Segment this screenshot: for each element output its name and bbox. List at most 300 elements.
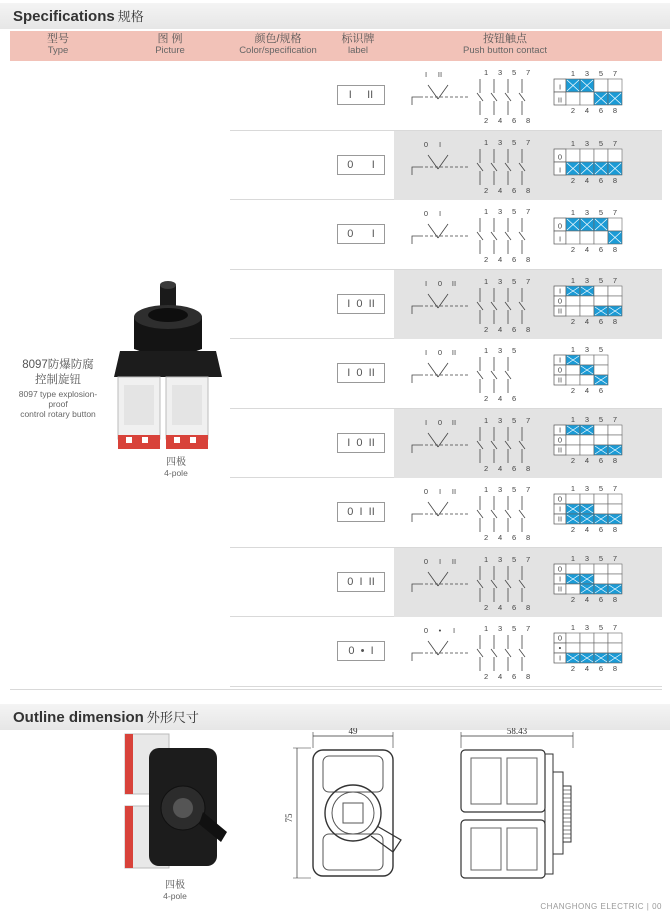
contact-cell-open xyxy=(566,564,580,574)
wiring-schematic xyxy=(408,274,548,336)
schematic-position-label: • xyxy=(438,626,442,635)
contact-position-label: II xyxy=(557,445,563,454)
schematic-terminal-top: 5 xyxy=(512,207,517,216)
schematic-terminal-bottom: 2 xyxy=(484,324,489,334)
contact-table xyxy=(552,274,658,336)
contact-cell-open xyxy=(608,286,622,296)
contact-position-label: II xyxy=(557,306,563,315)
schematic-terminal-top: 5 xyxy=(512,276,517,286)
contact-top-number: 7 xyxy=(612,208,618,217)
contact-top-number: 7 xyxy=(612,69,618,78)
contact-bottom-number: 4 xyxy=(584,594,590,604)
contact-top-number: 3 xyxy=(584,623,590,632)
contact-cell-open xyxy=(608,296,622,306)
contact-position-label: I xyxy=(558,355,562,365)
contact-bottom-number: 4 xyxy=(584,455,590,465)
contact-bottom-number: 8 xyxy=(612,245,618,254)
contact-top-number: 1 xyxy=(570,208,576,217)
schematic-terminal-top: 5 xyxy=(512,137,517,147)
contact-position-label: 0 xyxy=(557,494,563,504)
schematic-terminal-bottom: 6 xyxy=(512,324,517,334)
schematic-terminal-bottom: 2 xyxy=(484,185,489,195)
contact-cell-open xyxy=(580,296,594,306)
contact-position-label: 0 xyxy=(557,152,563,161)
front-dimension-drawing xyxy=(283,728,413,888)
schematic-position-label: 0 xyxy=(437,278,443,288)
dimension-depth: 58.43 xyxy=(506,728,528,736)
contact-cell-open xyxy=(594,231,608,244)
contact-table xyxy=(552,204,658,266)
contact-cell-open xyxy=(580,435,594,445)
contact-top-number: 7 xyxy=(612,275,618,285)
contact-position-label: 0 xyxy=(557,221,563,231)
schematic-position-label: 0 xyxy=(423,139,429,149)
contact-cell-open xyxy=(594,286,608,296)
contact-position-label: I xyxy=(558,504,562,514)
header-label-en: label xyxy=(347,45,369,56)
header-label xyxy=(328,33,388,57)
wiring-schematic xyxy=(408,204,548,266)
schematic-terminal-top: 5 xyxy=(512,346,517,355)
rotary-button-picture xyxy=(106,277,230,457)
schematic-terminal-bottom: 6 xyxy=(512,185,517,195)
schematic-terminal-top: 3 xyxy=(498,485,503,494)
outline-product-photo xyxy=(115,728,245,878)
schematic-terminal-top: 1 xyxy=(484,68,489,77)
spec-row xyxy=(230,200,662,270)
wiring-schematic xyxy=(408,413,548,475)
header-contact-cn: 按钮触点 xyxy=(483,33,527,45)
contact-position-label: 0 xyxy=(557,564,563,573)
schematic-terminal-top: 3 xyxy=(498,137,503,147)
spec-row xyxy=(230,61,662,131)
contact-top-number: 7 xyxy=(612,553,618,563)
contact-bottom-number: 4 xyxy=(584,245,590,254)
schematic-terminal-bottom: 8 xyxy=(526,185,531,195)
contact-cell-open xyxy=(608,633,622,643)
schematic-terminal-top: 3 xyxy=(498,276,503,286)
contact-position-label: II xyxy=(557,584,563,593)
schematic-terminal-top: 1 xyxy=(484,415,489,425)
contact-cell-open xyxy=(580,445,594,455)
schematic-terminal-bottom: 2 xyxy=(484,602,489,612)
contact-bottom-number: 2 xyxy=(570,664,576,673)
schematic-position-label: II xyxy=(451,417,457,427)
schematic-terminal-top: 1 xyxy=(484,137,489,147)
contact-position-label: • xyxy=(558,643,562,653)
schematic-position-label: I xyxy=(424,278,428,288)
schematic-position-label: I xyxy=(438,209,442,218)
contact-table xyxy=(552,343,658,405)
schematic-terminal-bottom: 6 xyxy=(512,394,517,403)
schematic-terminal-top: 5 xyxy=(512,485,517,494)
schematic-terminal-top: 1 xyxy=(484,346,489,355)
schematic-terminal-top: 7 xyxy=(526,137,531,147)
schematic-position-label: I xyxy=(438,556,442,566)
spec-row xyxy=(230,617,662,687)
spec-table-bottom-line xyxy=(10,689,662,690)
schematic-terminal-bottom: 6 xyxy=(512,116,517,125)
schematic-terminal-bottom: 6 xyxy=(512,602,517,612)
schematic-position-label: II xyxy=(451,556,457,566)
schematic-terminal-bottom: 8 xyxy=(526,324,531,334)
schematic-terminal-top: 3 xyxy=(498,415,503,425)
contact-cell-open xyxy=(566,435,580,445)
contact-cell-open xyxy=(594,643,608,653)
contact-top-number: 5 xyxy=(598,69,604,78)
contact-bottom-number: 8 xyxy=(612,316,618,326)
schematic-terminal-bottom: 4 xyxy=(498,672,503,681)
contact-top-number: 1 xyxy=(570,623,576,632)
contact-position-label: 0 xyxy=(557,365,563,375)
header-color xyxy=(228,33,328,57)
header-label-cn: 标识牌 xyxy=(341,33,375,45)
contact-cell-open xyxy=(580,355,594,365)
schematic-terminal-top: 3 xyxy=(498,624,503,633)
schematic-terminal-bottom: 6 xyxy=(512,672,517,681)
schematic-terminal-bottom: 2 xyxy=(484,116,489,125)
contact-cell-open xyxy=(608,218,622,231)
header-contact-en: Push button contact xyxy=(463,45,547,56)
contact-bottom-number: 2 xyxy=(570,386,576,395)
contact-table xyxy=(552,552,658,614)
schematic-position-label: II xyxy=(451,348,457,357)
contact-bottom-number: 4 xyxy=(584,316,590,326)
spec-row xyxy=(230,131,662,201)
contact-position-label: I xyxy=(558,425,562,434)
dimension-height: 75 xyxy=(284,813,294,823)
contact-cell-open xyxy=(580,231,594,244)
schematic-terminal-top: 7 xyxy=(526,554,531,564)
schematic-position-label: 0 xyxy=(437,417,443,427)
contact-top-number: 7 xyxy=(612,414,618,424)
contact-table xyxy=(552,135,658,197)
contact-cell-open xyxy=(566,231,580,244)
schematic-terminal-bottom: 4 xyxy=(498,185,503,195)
specifications-title xyxy=(13,6,144,25)
schematic-terminal-bottom: 8 xyxy=(526,463,531,473)
schematic-terminal-top: 5 xyxy=(512,554,517,564)
schematic-terminal-bottom: 8 xyxy=(526,602,531,612)
contact-bottom-number: 6 xyxy=(598,525,604,534)
contact-cell-open xyxy=(566,365,580,375)
schematic-position-label: 0 xyxy=(423,626,429,635)
model-pole-cn: 四极 xyxy=(166,457,186,468)
contact-cell-open xyxy=(580,643,594,653)
spec-row xyxy=(230,548,662,618)
schematic-terminal-top: 3 xyxy=(498,554,503,564)
contact-cell-open xyxy=(594,79,608,92)
contact-cell-open xyxy=(594,149,608,162)
specifications-title-en: Specifications xyxy=(13,8,115,25)
contact-bottom-number: 6 xyxy=(598,245,604,254)
schematic-position-label: I xyxy=(424,417,428,427)
contact-cell-open xyxy=(580,633,594,643)
contact-top-number: 5 xyxy=(598,208,604,217)
label-plate: 0 I xyxy=(337,224,385,244)
dimension-width: 49 xyxy=(348,728,358,736)
schematic-position-label: II xyxy=(451,278,457,288)
outline-title-cn: 外形尺寸 xyxy=(146,710,199,725)
contact-top-number: 5 xyxy=(598,484,604,493)
contact-cell-open xyxy=(608,494,622,504)
schematic-terminal-top: 1 xyxy=(484,485,489,494)
schematic-position-label: 0 xyxy=(423,556,429,566)
contact-cell-open xyxy=(594,435,608,445)
contact-bottom-number: 6 xyxy=(598,386,604,395)
schematic-terminal-top: 5 xyxy=(512,624,517,633)
schematic-terminal-bottom: 4 xyxy=(498,533,503,542)
contact-top-number: 5 xyxy=(598,553,604,563)
schematic-terminal-bottom: 2 xyxy=(484,672,489,681)
contact-bottom-number: 2 xyxy=(570,316,576,326)
schematic-terminal-top: 7 xyxy=(526,207,531,216)
contact-top-number: 1 xyxy=(570,414,576,424)
label-plate: 0 • I xyxy=(337,641,385,661)
header-picture xyxy=(120,33,220,57)
contact-cell-open xyxy=(580,306,594,316)
contact-bottom-number: 8 xyxy=(612,106,618,115)
contact-top-number: 3 xyxy=(584,69,590,78)
contact-cell-open xyxy=(566,375,580,385)
contact-cell-open xyxy=(580,375,594,385)
schematic-terminal-bottom: 2 xyxy=(484,463,489,473)
schematic-terminal-bottom: 8 xyxy=(526,255,531,264)
schematic-terminal-bottom: 4 xyxy=(498,463,503,473)
contact-bottom-number: 4 xyxy=(584,664,590,673)
page-footer: CHANGHONG ELECTRIC | 00 xyxy=(540,902,662,911)
contact-top-number: 1 xyxy=(570,553,576,563)
schematic-terminal-bottom: 6 xyxy=(512,255,517,264)
contact-top-number: 5 xyxy=(598,345,604,354)
contact-position-label: I xyxy=(558,165,562,174)
contact-position-label: II xyxy=(557,95,563,105)
contact-cell-open xyxy=(608,425,622,435)
contact-bottom-number: 4 xyxy=(584,386,590,395)
schematic-position-label: I xyxy=(452,626,456,635)
contact-position-label: II xyxy=(557,375,563,385)
contact-cell-open xyxy=(594,296,608,306)
contact-table xyxy=(552,413,658,475)
contact-bottom-number: 4 xyxy=(584,175,590,185)
schematic-terminal-top: 7 xyxy=(526,415,531,425)
contact-cell-open xyxy=(580,564,594,574)
contact-cell-open xyxy=(608,564,622,574)
wiring-schematic xyxy=(408,65,548,127)
outline-pole xyxy=(155,880,195,902)
contact-cell-open xyxy=(566,584,580,594)
contact-position-label: II xyxy=(557,514,563,524)
outline-pole-cn: 四极 xyxy=(165,880,185,891)
contact-top-number: 5 xyxy=(598,414,604,424)
schematic-terminal-bottom: 2 xyxy=(484,255,489,264)
schematic-position-label: I xyxy=(438,139,442,149)
contact-bottom-number: 6 xyxy=(598,594,604,604)
label-plate: 0 I II xyxy=(337,572,385,592)
wiring-schematic xyxy=(408,482,548,544)
schematic-terminal-bottom: 8 xyxy=(526,672,531,681)
model-name-cn xyxy=(10,358,106,388)
contact-bottom-number: 6 xyxy=(598,106,604,115)
contact-cell-open xyxy=(566,633,580,643)
contact-cell-open xyxy=(566,306,580,316)
schematic-terminal-bottom: 4 xyxy=(498,602,503,612)
contact-cell-open xyxy=(608,435,622,445)
schematic-terminal-bottom: 4 xyxy=(498,394,503,403)
label-plate: I 0 II xyxy=(337,363,385,383)
header-color-en: Color/specification xyxy=(239,45,317,56)
schematic-terminal-top: 5 xyxy=(512,415,517,425)
contact-bottom-number: 2 xyxy=(570,175,576,185)
contact-top-number: 3 xyxy=(584,484,590,493)
schematic-terminal-top: 7 xyxy=(526,68,531,77)
contact-cell-open xyxy=(594,355,608,365)
contact-bottom-number: 8 xyxy=(612,525,618,534)
contact-top-number: 5 xyxy=(598,275,604,285)
contact-cell-open xyxy=(594,425,608,435)
schematic-terminal-top: 7 xyxy=(526,624,531,633)
contact-top-number: 1 xyxy=(570,484,576,493)
contact-cell-open xyxy=(566,92,580,105)
contact-top-number: 5 xyxy=(598,623,604,632)
contact-top-number: 3 xyxy=(584,275,590,285)
schematic-position-label: 0 xyxy=(423,487,429,496)
contact-top-number: 7 xyxy=(612,138,618,148)
schematic-terminal-bottom: 6 xyxy=(512,533,517,542)
model-column xyxy=(10,61,230,687)
schematic-terminal-bottom: 4 xyxy=(498,116,503,125)
contact-top-number: 3 xyxy=(584,414,590,424)
schematic-position-label: 0 xyxy=(437,348,443,357)
contact-cell-open xyxy=(594,574,608,584)
label-plate: 0 I xyxy=(337,155,385,175)
contact-cell-open xyxy=(580,494,594,504)
schematic-terminal-bottom: 4 xyxy=(498,255,503,264)
contact-cell-open xyxy=(580,92,594,105)
schematic-terminal-top: 7 xyxy=(526,276,531,286)
contact-cell-open xyxy=(594,494,608,504)
specifications-section-bar xyxy=(0,3,670,29)
schematic-terminal-top: 3 xyxy=(498,68,503,77)
specifications-title-cn: 规格 xyxy=(117,9,144,24)
contact-position-label: I xyxy=(558,82,562,92)
contact-table xyxy=(552,621,658,683)
contact-cell-open xyxy=(566,296,580,306)
contact-top-number: 3 xyxy=(584,345,590,354)
label-plate: I II xyxy=(337,85,385,105)
contact-cell-open xyxy=(594,633,608,643)
schematic-position-label: II xyxy=(451,487,457,496)
schematic-terminal-bottom: 2 xyxy=(484,533,489,542)
header-color-cn: 颜色/规格 xyxy=(254,33,302,45)
contact-cell-open xyxy=(594,365,608,375)
contact-position-label: I xyxy=(558,653,562,663)
outline-title xyxy=(13,707,199,726)
contact-table xyxy=(552,65,658,127)
spec-table-header xyxy=(10,31,662,61)
schematic-terminal-bottom: 8 xyxy=(526,533,531,542)
schematic-terminal-top: 3 xyxy=(498,346,503,355)
schematic-terminal-top: 1 xyxy=(484,276,489,286)
model-pole-en: 4-pole xyxy=(164,468,188,478)
contact-bottom-number: 2 xyxy=(570,245,576,254)
header-contact xyxy=(410,33,600,57)
contact-top-number: 1 xyxy=(570,345,576,354)
contact-bottom-number: 8 xyxy=(612,455,618,465)
spec-row xyxy=(230,478,662,548)
contact-cell-open xyxy=(594,504,608,514)
schematic-position-label: I xyxy=(438,487,442,496)
contact-bottom-number: 8 xyxy=(612,664,618,673)
wiring-schematic xyxy=(408,552,548,614)
spec-row xyxy=(230,339,662,409)
contact-bottom-number: 6 xyxy=(598,455,604,465)
label-plate: I 0 II xyxy=(337,294,385,314)
contact-top-number: 7 xyxy=(612,623,618,632)
model-name-en-line1: 8097 type explosion-proof xyxy=(18,389,98,409)
contact-bottom-number: 6 xyxy=(598,664,604,673)
contact-top-number: 1 xyxy=(570,69,576,78)
outline-pole-en: 4-pole xyxy=(163,891,187,901)
model-name-en xyxy=(10,389,106,419)
contact-bottom-number: 4 xyxy=(584,525,590,534)
schematic-position-label: II xyxy=(437,70,443,79)
schematic-terminal-bottom: 2 xyxy=(484,394,489,403)
contact-cell-open xyxy=(608,79,622,92)
header-type-en: Type xyxy=(47,45,69,56)
schematic-position-label: I xyxy=(424,348,428,357)
label-plate: I 0 II xyxy=(337,433,385,453)
wiring-schematic xyxy=(408,343,548,405)
side-dimension-drawing xyxy=(455,728,585,888)
contact-bottom-number: 2 xyxy=(570,455,576,465)
contact-table xyxy=(552,482,658,544)
contact-bottom-number: 8 xyxy=(612,594,618,604)
contact-position-label: I xyxy=(558,286,562,295)
schematic-terminal-bottom: 6 xyxy=(512,463,517,473)
contact-cell-open xyxy=(608,504,622,514)
contact-bottom-number: 6 xyxy=(598,316,604,326)
contact-top-number: 3 xyxy=(584,208,590,217)
outline-title-en: Outline dimension xyxy=(13,709,144,726)
contact-cell-open xyxy=(566,445,580,455)
contact-cell-open xyxy=(608,643,622,653)
contact-cell-open xyxy=(566,149,580,162)
contact-bottom-number: 4 xyxy=(584,106,590,115)
schematic-terminal-top: 3 xyxy=(498,207,503,216)
wiring-schematic xyxy=(408,135,548,197)
header-type xyxy=(10,33,106,57)
contact-bottom-number: 2 xyxy=(570,594,576,604)
contact-cell-open xyxy=(566,494,580,504)
contact-bottom-number: 2 xyxy=(570,106,576,115)
model-pole xyxy=(146,457,206,479)
contact-cell-open xyxy=(608,149,622,162)
spec-row xyxy=(230,270,662,340)
header-type-cn: 型号 xyxy=(47,33,69,45)
schematic-terminal-bottom: 4 xyxy=(498,324,503,334)
contact-bottom-number: 8 xyxy=(612,175,618,185)
contact-top-number: 7 xyxy=(612,484,618,493)
schematic-terminal-bottom: 8 xyxy=(526,116,531,125)
contact-cell-open xyxy=(594,564,608,574)
outline-section-bar xyxy=(0,704,670,730)
schematic-position-label: 0 xyxy=(423,209,429,218)
schematic-terminal-top: 5 xyxy=(512,68,517,77)
contact-cell-open xyxy=(608,574,622,584)
contact-top-number: 1 xyxy=(570,275,576,285)
contact-bottom-number: 2 xyxy=(570,525,576,534)
